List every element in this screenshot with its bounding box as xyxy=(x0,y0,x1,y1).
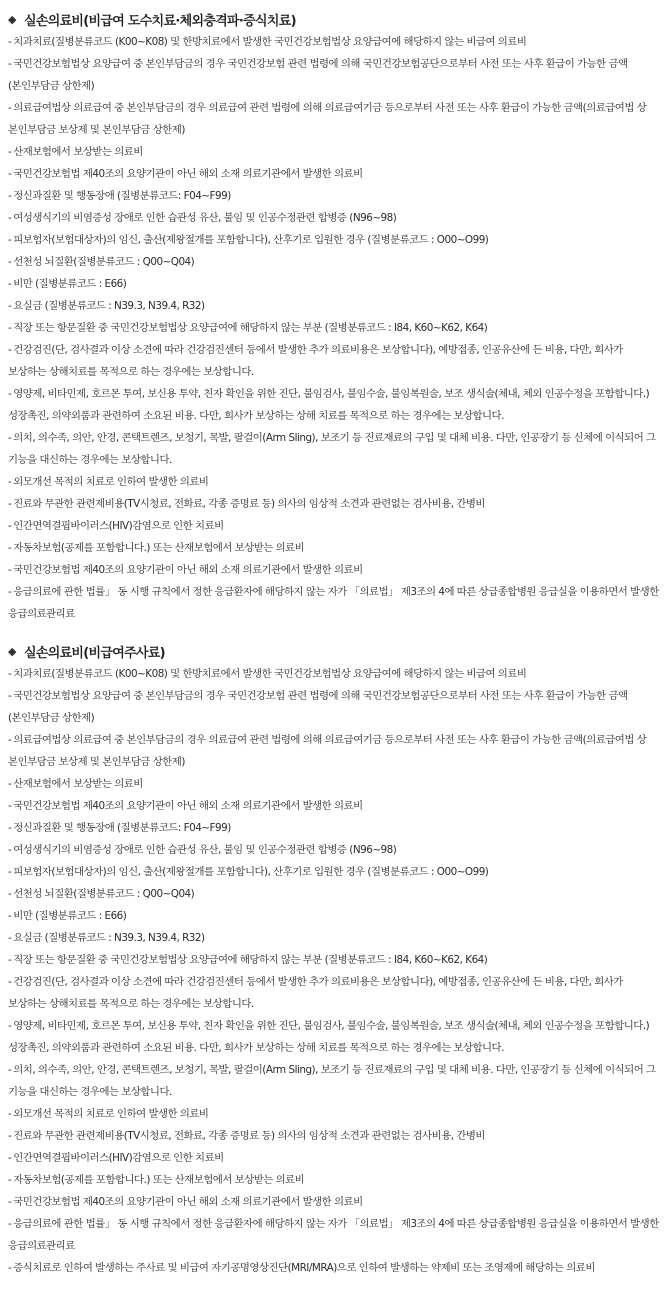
section-title xyxy=(8,7,662,31)
list-item: - 여성생식기의 비염증성 장애로 인한 습관성 유산, 불임 및 인공수정관련 합병증 (N96~98) xyxy=(8,844,397,856)
list-item: - 증식치료로 인하여 발생하는 주사료 및 비급여 자기공명영상진단(MRI/MRA)으로 인하여 발생하는 약제비 또는 조영제에 해당하는 의료비 xyxy=(8,1262,595,1274)
list-item: - 진료와 무관한 관련제비용(TV시청료, 전화료, 각종 증명료 등) 의사의 임상적 소견과 관련없는 검사비용, 간병비 xyxy=(8,1130,485,1142)
list-item: - 국민건강보험법 제40조의 요양기관이 아닌 해외 소재 의료기관에서 발생한 의료비 xyxy=(8,800,363,812)
list-item: - 요실금 (질병분류코드 : N39.3, N39.4, R32) xyxy=(8,300,205,312)
exclusion-list xyxy=(8,663,662,1279)
section-manual-therapy xyxy=(8,7,662,625)
list-item: - 치과치료(질병분류코드 (K00~K08) 및 한방치료에서 발생한 국민건강보험법상 요양급여에 해당하지 않는 비급여 의료비 xyxy=(8,36,527,48)
list-item: - 외모개선 목적의 치료로 인하여 발생한 의료비 xyxy=(8,1108,209,1120)
list-item: - 진료와 무관한 관련제비용(TV시청료, 전화료, 각종 증명료 등) 의사의 임상적 소견과 관련없는 검사비용, 간병비 xyxy=(8,498,485,510)
list-item: - 영양제, 비타민제, 호르몬 투여, 보신용 투약, 친자 확인을 위한 진단, 불임검사, 불임수술, 불임복원술, 보조 생식술(체내, 체외 인공수정을 포함합니다.) 성장촉진, 의약외품과 관련하여 소요된 비용. 다만, 회사가 보상하는 상해 치료를 목적으로 하는 경우에는 보상합니다. xyxy=(8,1020,650,1054)
list-item: - 응급의료에 관한 법률」 동 시행 규칙에서 정한 응급환자에 해당하지 않는 자가 「의료법」 제3조의 4에 따른 상급종합병원 응급실을 이용하면서 발생한 응급의료관리료 xyxy=(8,586,659,620)
list-item: - 국민건강보험법상 요양급여 중 본인부담금의 경우 국민건강보험 관련 법령에 의해 국민건강보험공단으로부터 사전 또는 사후 환급이 가능한 금액(본인부담금 상한제) xyxy=(8,58,628,92)
list-item: - 의료급여법상 의료급여 중 본인부담금의 경우 의료급여 관련 법령에 의해 의료급여기금 등으로부터 사전 또는 사후 환급이 가능한 금액(의료급여법 상 본인부담금 보상제 및 본인부담금 상한제) xyxy=(8,102,647,136)
list-item: - 인간면역결핍바이러스(HIV)감염으로 인한 치료비 xyxy=(8,520,224,532)
list-item: - 선천성 뇌질환(질병분류코드 : Q00~Q04) xyxy=(8,256,195,268)
list-item: - 산재보험에서 보상받는 의료비 xyxy=(8,146,143,158)
list-item: - 선천성 뇌질환(질병분류코드 : Q00~Q04) xyxy=(8,888,195,900)
list-item: - 정신과질환 및 행동장애 (질병분류코드: F04~F99) xyxy=(8,190,231,202)
list-item: - 여성생식기의 비염증성 장애로 인한 습관성 유산, 불임 및 인공수정관련 합병증 (N96~98) xyxy=(8,212,397,224)
list-item: - 국민건강보험법상 요양급여 중 본인부담금의 경우 국민건강보험 관련 법령에 의해 국민건강보험공단으로부터 사전 또는 사후 환급이 가능한 금액(본인부담금 상한제) xyxy=(8,690,628,724)
list-item: - 의료급여법상 의료급여 중 본인부담금의 경우 의료급여 관련 법령에 의해 의료급여기금 등으로부터 사전 또는 사후 환급이 가능한 금액(의료급여법 상 본인부담금 보상제 및 본인부담금 상한제) xyxy=(8,734,647,768)
list-item: - 피보험자(보험대상자)의 임신, 출산(제왕절개를 포함합니다), 산후기로 입원한 경우 (질병분류코드 : O00~O99) xyxy=(8,866,489,878)
list-item: - 자동차보험(공제를 포함합니다.) 또는 산재보험에서 보상받는 의료비 xyxy=(8,542,305,554)
list-item: - 건강검진(단, 검사결과 이상 소견에 따라 건강검진센터 등에서 발생한 추가 의료비용은 보상합니다), 예방접종, 인공유산에 든 비용, 다만, 회사가 보상하는 상해치료를 목적으로 하는 경우에는 보상합니다. xyxy=(8,976,623,1010)
list-item: - 의치, 의수족, 의안, 안경, 콘택트렌즈, 보청기, 목발, 팔걸이(Arm Sling), 보조기 등 진료재료의 구입 및 대체 비용. 다만, 인공장기 등 신체에 이식되어 그 기능을 대신하는 경우에는 보상합니다. xyxy=(8,432,656,466)
list-item: - 의치, 의수족, 의안, 안경, 콘택트렌즈, 보청기, 목발, 팔걸이(Arm Sling), 보조기 등 진료재료의 구입 및 대체 비용. 다만, 인공장기 등 신체에 이식되어 그 기능을 대신하는 경우에는 보상합니다. xyxy=(8,1064,656,1098)
list-item: - 자동차보험(공제를 포함합니다.) 또는 산재보험에서 보상받는 의료비 xyxy=(8,1174,305,1186)
list-item: - 인간면역결핍바이러스(HIV)감염으로 인한 치료비 xyxy=(8,1152,224,1164)
list-item: - 비만 (질병분류코드 : E66) xyxy=(8,910,127,922)
list-item: - 요실금 (질병분류코드 : N39.3, N39.4, R32) xyxy=(8,932,205,944)
list-item: - 국민건강보험법 제40조의 요양기관이 아닌 해외 소재 의료기관에서 발생한 의료비 xyxy=(8,564,363,576)
list-item: - 치과치료(질병분류코드 (K00~K08) 및 한방치료에서 발생한 국민건강보험법상 요양급여에 해당하지 않는 비급여 의료비 xyxy=(8,668,527,680)
list-item: - 국민건강보험법 제40조의 요양기관이 아닌 해외 소재 의료기관에서 발생한 의료비 xyxy=(8,1196,363,1208)
diamond-bullet-icon: ◆ xyxy=(8,12,16,26)
section-injection-fees xyxy=(8,639,662,1279)
list-item: - 외모개선 목적의 치료로 인하여 발생한 의료비 xyxy=(8,476,209,488)
section-title-text: 실손의료비(비급여주사료) xyxy=(24,645,165,661)
list-item: - 직장 또는 항문질환 중 국민건강보험법상 요양급여에 해당하지 않는 부분 (질병분류코드 : I84, K60~K62, K64) xyxy=(8,322,488,334)
exclusion-list xyxy=(8,31,662,625)
list-item: - 정신과질환 및 행동장애 (질병분류코드: F04~F99) xyxy=(8,822,231,834)
section-title-text: 실손의료비(비급여 도수치료·체외충격파·증식치료) xyxy=(24,13,296,29)
diamond-bullet-icon: ◆ xyxy=(8,644,16,658)
list-item: - 건강검진(단, 검사결과 이상 소견에 따라 건강검진센터 등에서 발생한 추가 의료비용은 보상합니다), 예방접종, 인공유산에 든 비용, 다만, 회사가 보상하는 상해치료를 목적으로 하는 경우에는 보상합니다. xyxy=(8,344,623,378)
list-item: - 국민건강보험법 제40조의 요양기관이 아닌 해외 소재 의료기관에서 발생한 의료비 xyxy=(8,168,363,180)
list-item: - 산재보험에서 보상받는 의료비 xyxy=(8,778,143,790)
list-item: - 응급의료에 관한 법률」 동 시행 규칙에서 정한 응급환자에 해당하지 않는 자가 「의료법」 제3조의 4에 따른 상급종합병원 응급실을 이용하면서 발생한 응급의료관리료 xyxy=(8,1218,659,1252)
list-item: - 영양제, 비타민제, 호르몬 투여, 보신용 투약, 친자 확인을 위한 진단, 불임검사, 불임수술, 불임복원술, 보조 생식술(체내, 체외 인공수정을 포함합니다.) 성장촉진, 의약외품과 관련하여 소요된 비용. 다만, 회사가 보상하는 상해 치료를 목적으로 하는 경우에는 보상합니다. xyxy=(8,388,650,422)
list-item: - 직장 또는 항문질환 중 국민건강보험법상 요양급여에 해당하지 않는 부분 (질병분류코드 : I84, K60~K62, K64) xyxy=(8,954,488,966)
list-item: - 비만 (질병분류코드 : E66) xyxy=(8,278,127,290)
list-item: - 피보험자(보험대상자)의 임신, 출산(제왕절개를 포함합니다), 산후기로 입원한 경우 (질병분류코드 : O00~O99) xyxy=(8,234,489,246)
section-title xyxy=(8,639,662,663)
